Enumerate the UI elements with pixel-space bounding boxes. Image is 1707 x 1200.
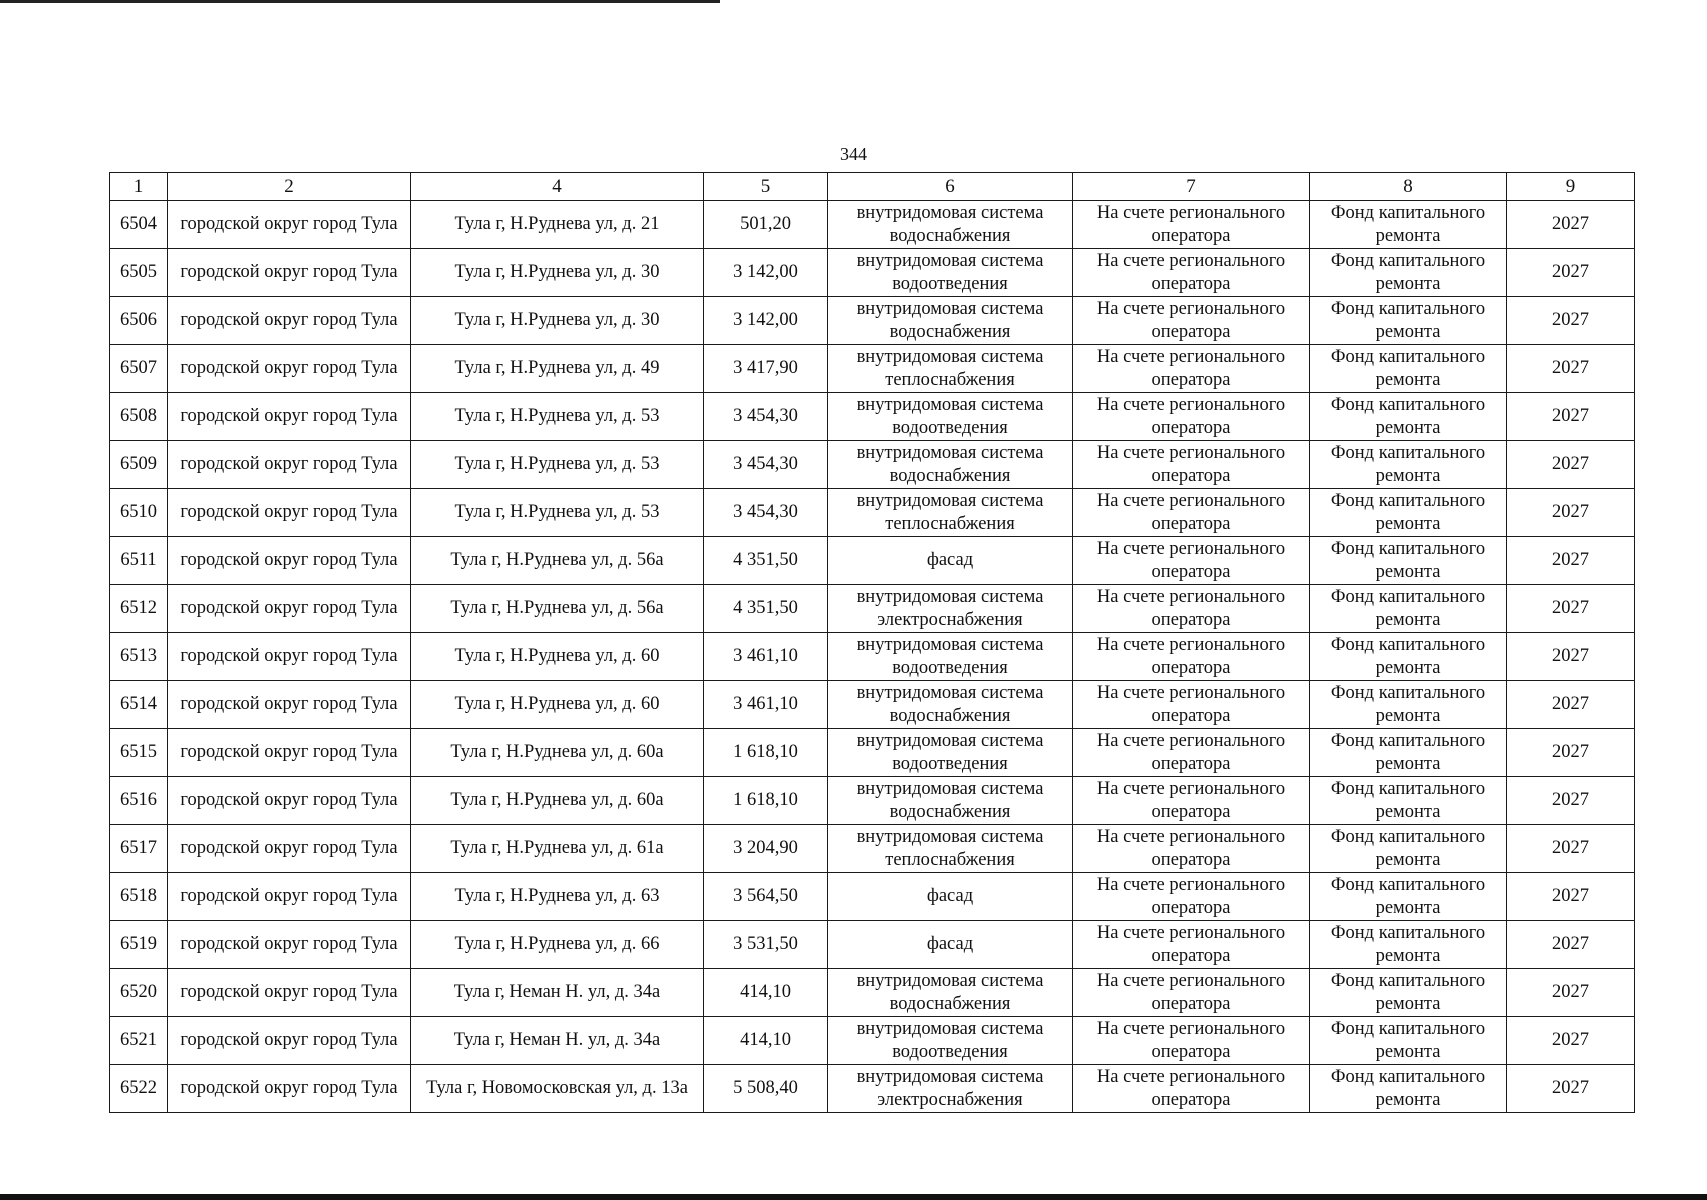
year-cell: 2027 xyxy=(1507,681,1635,729)
year-cell: 2027 xyxy=(1507,777,1635,825)
account-cell: На счете регионального оператора xyxy=(1073,969,1310,1017)
system-cell: внутридомовая система водоснабжения xyxy=(828,777,1073,825)
municipality-cell: городской округ город Тула xyxy=(168,201,411,249)
fund-cell: Фонд капитального ремонта xyxy=(1310,633,1507,681)
municipality-cell: городской округ город Тула xyxy=(168,873,411,921)
area-cell: 501,20 xyxy=(704,201,828,249)
municipality-cell: городской округ город Тула xyxy=(168,969,411,1017)
row-number-cell: 6518 xyxy=(110,873,168,921)
account-cell: На счете регионального оператора xyxy=(1073,345,1310,393)
table-row xyxy=(110,345,1635,393)
row-number-cell: 6521 xyxy=(110,1017,168,1065)
fund-cell: Фонд капитального ремонта xyxy=(1310,297,1507,345)
fund-cell: Фонд капитального ремонта xyxy=(1310,537,1507,585)
fund-cell: Фонд капитального ремонта xyxy=(1310,585,1507,633)
account-cell: На счете регионального оператора xyxy=(1073,729,1310,777)
year-cell: 2027 xyxy=(1507,729,1635,777)
address-cell: Тула г, Н.Руднева ул, д. 21 xyxy=(411,201,704,249)
fund-cell: Фонд капитального ремонта xyxy=(1310,1065,1507,1113)
municipality-cell: городской округ город Тула xyxy=(168,681,411,729)
address-cell: Тула г, Новомосковская ул, д. 13а xyxy=(411,1065,704,1113)
address-cell: Тула г, Н.Руднева ул, д. 60а xyxy=(411,729,704,777)
system-cell: фасад xyxy=(828,537,1073,585)
account-cell: На счете регионального оператора xyxy=(1073,921,1310,969)
municipality-cell: городской округ город Тула xyxy=(168,489,411,537)
row-number-cell: 6511 xyxy=(110,537,168,585)
row-number-cell: 6517 xyxy=(110,825,168,873)
row-number-cell: 6504 xyxy=(110,201,168,249)
column-header: 4 xyxy=(411,173,704,201)
row-number-cell: 6520 xyxy=(110,969,168,1017)
year-cell: 2027 xyxy=(1507,1017,1635,1065)
column-header: 1 xyxy=(110,173,168,201)
column-header: 2 xyxy=(168,173,411,201)
fund-cell: Фонд капитального ремонта xyxy=(1310,345,1507,393)
address-cell: Тула г, Н.Руднева ул, д. 61а xyxy=(411,825,704,873)
row-number-cell: 6506 xyxy=(110,297,168,345)
address-cell: Тула г, Н.Руднева ул, д. 53 xyxy=(411,393,704,441)
row-number-cell: 6512 xyxy=(110,585,168,633)
fund-cell: Фонд капитального ремонта xyxy=(1310,921,1507,969)
year-cell: 2027 xyxy=(1507,489,1635,537)
account-cell: На счете регионального оператора xyxy=(1073,489,1310,537)
account-cell: На счете регионального оператора xyxy=(1073,633,1310,681)
table-row xyxy=(110,729,1635,777)
account-cell: На счете регионального оператора xyxy=(1073,249,1310,297)
fund-cell: Фонд капитального ремонта xyxy=(1310,825,1507,873)
municipality-cell: городской округ город Тула xyxy=(168,345,411,393)
row-number-cell: 6507 xyxy=(110,345,168,393)
area-cell: 3 142,00 xyxy=(704,297,828,345)
table-row xyxy=(110,297,1635,345)
system-cell: внутридомовая система водоснабжения xyxy=(828,201,1073,249)
municipality-cell: городской округ город Тула xyxy=(168,249,411,297)
area-cell: 3 461,10 xyxy=(704,633,828,681)
municipality-cell: городской округ город Тула xyxy=(168,441,411,489)
year-cell: 2027 xyxy=(1507,393,1635,441)
system-cell: внутридомовая система теплоснабжения xyxy=(828,489,1073,537)
table-row xyxy=(110,249,1635,297)
table-row xyxy=(110,585,1635,633)
row-number-cell: 6515 xyxy=(110,729,168,777)
column-number-row xyxy=(110,173,1635,201)
system-cell: внутридомовая система водоснабжения xyxy=(828,969,1073,1017)
area-cell: 3 531,50 xyxy=(704,921,828,969)
account-cell: На счете регионального оператора xyxy=(1073,585,1310,633)
system-cell: внутридомовая система водоснабжения xyxy=(828,297,1073,345)
year-cell: 2027 xyxy=(1507,345,1635,393)
area-cell: 414,10 xyxy=(704,1017,828,1065)
column-header: 5 xyxy=(704,173,828,201)
address-cell: Тула г, Н.Руднева ул, д. 60а xyxy=(411,777,704,825)
year-cell: 2027 xyxy=(1507,201,1635,249)
fund-cell: Фонд капитального ремонта xyxy=(1310,873,1507,921)
municipality-cell: городской округ город Тула xyxy=(168,633,411,681)
account-cell: На счете регионального оператора xyxy=(1073,873,1310,921)
system-cell: внутридомовая система водоотведения xyxy=(828,393,1073,441)
row-number-cell: 6522 xyxy=(110,1065,168,1113)
address-cell: Тула г, Н.Руднева ул, д. 53 xyxy=(411,489,704,537)
account-cell: На счете регионального оператора xyxy=(1073,777,1310,825)
fund-cell: Фонд капитального ремонта xyxy=(1310,393,1507,441)
system-cell: внутридомовая система водоотведения xyxy=(828,729,1073,777)
area-cell: 1 618,10 xyxy=(704,729,828,777)
area-cell: 4 351,50 xyxy=(704,585,828,633)
area-cell: 5 508,40 xyxy=(704,1065,828,1113)
system-cell: внутридомовая система водоотведения xyxy=(828,633,1073,681)
area-cell: 3 454,30 xyxy=(704,441,828,489)
municipality-cell: городской округ город Тула xyxy=(168,297,411,345)
table-row xyxy=(110,537,1635,585)
account-cell: На счете регионального оператора xyxy=(1073,441,1310,489)
account-cell: На счете регионального оператора xyxy=(1073,681,1310,729)
row-number-cell: 6516 xyxy=(110,777,168,825)
capital-repair-table xyxy=(109,172,1635,1113)
fund-cell: Фонд капитального ремонта xyxy=(1310,777,1507,825)
address-cell: Тула г, Н.Руднева ул, д. 60 xyxy=(411,633,704,681)
column-header: 7 xyxy=(1073,173,1310,201)
municipality-cell: городской округ город Тула xyxy=(168,921,411,969)
year-cell: 2027 xyxy=(1507,249,1635,297)
fund-cell: Фонд капитального ремонта xyxy=(1310,969,1507,1017)
row-number-cell: 6514 xyxy=(110,681,168,729)
table-row xyxy=(110,681,1635,729)
fund-cell: Фонд капитального ремонта xyxy=(1310,489,1507,537)
column-header: 6 xyxy=(828,173,1073,201)
account-cell: На счете регионального оператора xyxy=(1073,537,1310,585)
address-cell: Тула г, Н.Руднева ул, д. 53 xyxy=(411,441,704,489)
fund-cell: Фонд капитального ремонта xyxy=(1310,1017,1507,1065)
year-cell: 2027 xyxy=(1507,585,1635,633)
year-cell: 2027 xyxy=(1507,633,1635,681)
address-cell: Тула г, Н.Руднева ул, д. 60 xyxy=(411,681,704,729)
address-cell: Тула г, Н.Руднева ул, д. 56а xyxy=(411,585,704,633)
system-cell: фасад xyxy=(828,873,1073,921)
municipality-cell: городской округ город Тула xyxy=(168,729,411,777)
area-cell: 3 417,90 xyxy=(704,345,828,393)
area-cell: 3 461,10 xyxy=(704,681,828,729)
row-number-cell: 6509 xyxy=(110,441,168,489)
fund-cell: Фонд капитального ремонта xyxy=(1310,441,1507,489)
fund-cell: Фонд капитального ремонта xyxy=(1310,249,1507,297)
municipality-cell: городской округ город Тула xyxy=(168,393,411,441)
table-row xyxy=(110,201,1635,249)
address-cell: Тула г, Н.Руднева ул, д. 56а xyxy=(411,537,704,585)
table-row xyxy=(110,1065,1635,1113)
municipality-cell: городской округ город Тула xyxy=(168,825,411,873)
system-cell: фасад xyxy=(828,921,1073,969)
municipality-cell: городской округ город Тула xyxy=(168,585,411,633)
system-cell: внутридомовая система электроснабжения xyxy=(828,585,1073,633)
year-cell: 2027 xyxy=(1507,873,1635,921)
area-cell: 4 351,50 xyxy=(704,537,828,585)
table-row xyxy=(110,873,1635,921)
address-cell: Тула г, Н.Руднева ул, д. 30 xyxy=(411,249,704,297)
table-row xyxy=(110,825,1635,873)
year-cell: 2027 xyxy=(1507,1065,1635,1113)
address-cell: Тула г, Н.Руднева ул, д. 63 xyxy=(411,873,704,921)
system-cell: внутридомовая система водоотведения xyxy=(828,1017,1073,1065)
system-cell: внутридомовая система теплоснабжения xyxy=(828,345,1073,393)
table-row xyxy=(110,921,1635,969)
column-header: 9 xyxy=(1507,173,1635,201)
address-cell: Тула г, Н.Руднева ул, д. 66 xyxy=(411,921,704,969)
area-cell: 3 564,50 xyxy=(704,873,828,921)
system-cell: внутридомовая система водоотведения xyxy=(828,249,1073,297)
row-number-cell: 6510 xyxy=(110,489,168,537)
row-number-cell: 6508 xyxy=(110,393,168,441)
bottom-scan-edge xyxy=(0,1194,1707,1200)
fund-cell: Фонд капитального ремонта xyxy=(1310,729,1507,777)
account-cell: На счете регионального оператора xyxy=(1073,297,1310,345)
address-cell: Тула г, Н.Руднева ул, д. 49 xyxy=(411,345,704,393)
account-cell: На счете регионального оператора xyxy=(1073,201,1310,249)
top-scan-edge xyxy=(0,0,720,3)
year-cell: 2027 xyxy=(1507,825,1635,873)
year-cell: 2027 xyxy=(1507,921,1635,969)
system-cell: внутридомовая система водоснабжения xyxy=(828,681,1073,729)
municipality-cell: городской округ город Тула xyxy=(168,777,411,825)
table-row xyxy=(110,393,1635,441)
municipality-cell: городской округ город Тула xyxy=(168,537,411,585)
municipality-cell: городской округ город Тула xyxy=(168,1065,411,1113)
system-cell: внутридомовая система теплоснабжения xyxy=(828,825,1073,873)
address-cell: Тула г, Неман Н. ул, д. 34а xyxy=(411,969,704,1017)
area-cell: 414,10 xyxy=(704,969,828,1017)
area-cell: 3 204,90 xyxy=(704,825,828,873)
table-body xyxy=(110,201,1635,1113)
table-row xyxy=(110,489,1635,537)
system-cell: внутридомовая система водоснабжения xyxy=(828,441,1073,489)
table-row xyxy=(110,969,1635,1017)
address-cell: Тула г, Неман Н. ул, д. 34а xyxy=(411,1017,704,1065)
fund-cell: Фонд капитального ремонта xyxy=(1310,201,1507,249)
account-cell: На счете регионального оператора xyxy=(1073,393,1310,441)
row-number-cell: 6513 xyxy=(110,633,168,681)
column-header: 8 xyxy=(1310,173,1507,201)
area-cell: 3 454,30 xyxy=(704,489,828,537)
row-number-cell: 6505 xyxy=(110,249,168,297)
municipality-cell: городской округ город Тула xyxy=(168,1017,411,1065)
year-cell: 2027 xyxy=(1507,969,1635,1017)
year-cell: 2027 xyxy=(1507,537,1635,585)
account-cell: На счете регионального оператора xyxy=(1073,1065,1310,1113)
fund-cell: Фонд капитального ремонта xyxy=(1310,681,1507,729)
row-number-cell: 6519 xyxy=(110,921,168,969)
table-row xyxy=(110,1017,1635,1065)
year-cell: 2027 xyxy=(1507,441,1635,489)
address-cell: Тула г, Н.Руднева ул, д. 30 xyxy=(411,297,704,345)
system-cell: внутридомовая система электроснабжения xyxy=(828,1065,1073,1113)
table-row xyxy=(110,441,1635,489)
table-row xyxy=(110,633,1635,681)
area-cell: 3 142,00 xyxy=(704,249,828,297)
year-cell: 2027 xyxy=(1507,297,1635,345)
table-row xyxy=(110,777,1635,825)
account-cell: На счете регионального оператора xyxy=(1073,1017,1310,1065)
account-cell: На счете регионального оператора xyxy=(1073,825,1310,873)
area-cell: 1 618,10 xyxy=(704,777,828,825)
page-number: 344 xyxy=(840,144,867,164)
area-cell: 3 454,30 xyxy=(704,393,828,441)
